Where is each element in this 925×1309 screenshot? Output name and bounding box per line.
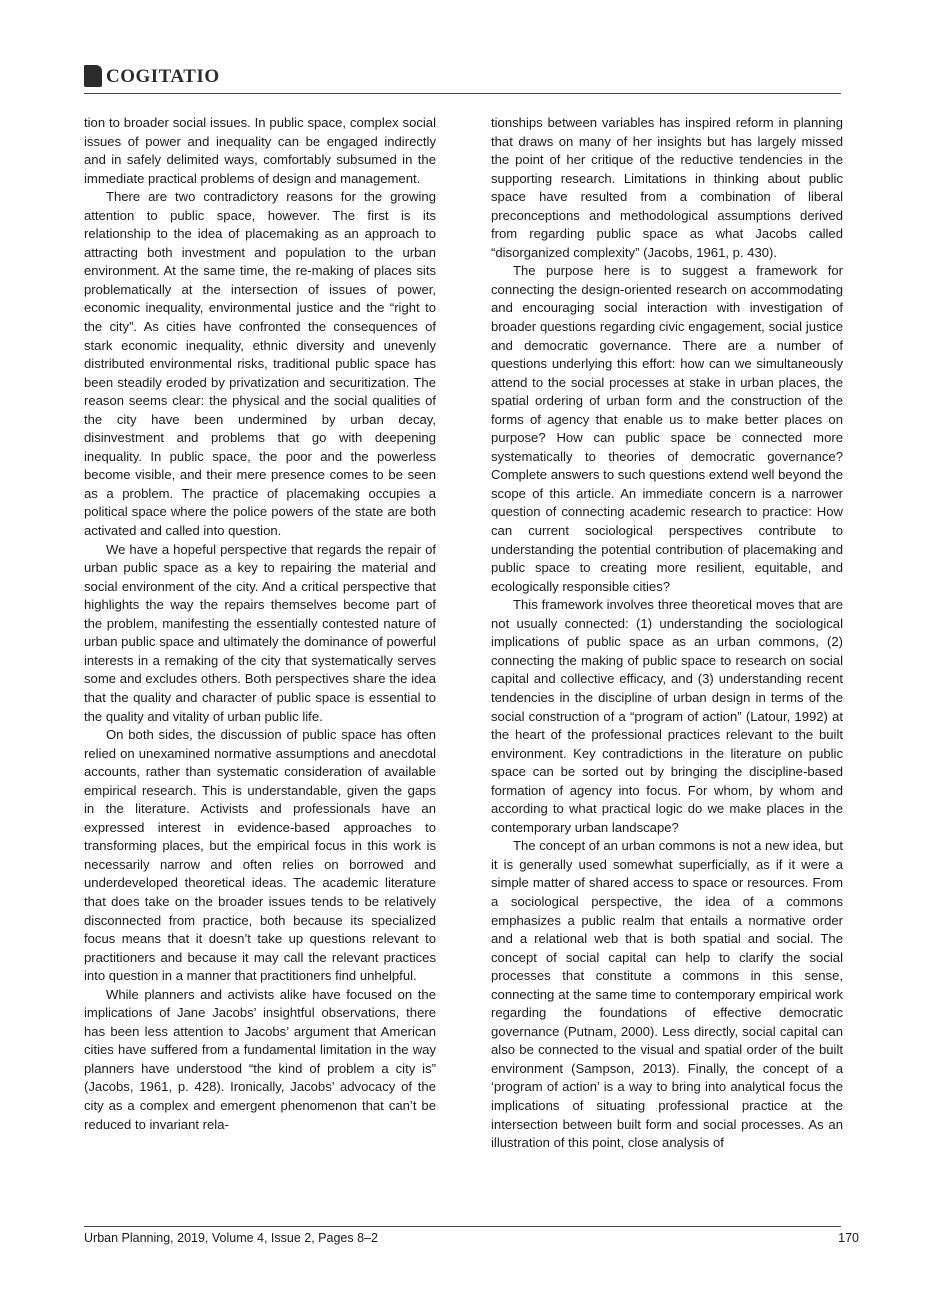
paragraph: There are two contradictory reasons for the growing attention to public space, however. The first is its relationship to the idea of placemaking as an approach to attracting both investment and population to the urban environment. At the same time, the re-making of places sits problematically at the intersection of issues of power, economic inequality, environmental justice and the “right to the city”. As cities have confronted the consequences of stark economic inequality, ethnic diversity and unevenly distributed environmental risks, traditional public space has been steadily eroded by privatization and securitization. The reason seems clear: the physical and the social qualities of the city have been undermined by urban decay, disinvestment and problems that go with deepening inequality. In public space, the poor and the powerless become visible, and their mere presence comes to be seen as a problem. The practice of placemaking occupies a political space where the police powers of the state are both activated and called into question. bbox=[84, 189, 436, 539]
paragraph: On both sides, the discussion of public space has often relied on unexamined normative assumptions and anecdotal accounts, rather than systematic consideration of available empirical research. This is understandable, given the gaps in the literature. Activists and professionals have an expressed interest in evidence-based approaches to transforming places, but the empirical focus in this work is necessarily narrow and often relies on borrowed and underdeveloped theoretical ideas. The academic literature that does take on the broader issues tends to be relatively disconnected from practice, both because its specialized focus means that it doesn’t take up questions relevant to practitioners and because it may call the relevant practices into question in a manner that practitioners find unhelpful. bbox=[84, 727, 436, 984]
footer-citation: Urban Planning, 2019, Volume 4, Issue 2, Pages 8–2 bbox=[84, 1231, 378, 1245]
paragraph: While planners and activists alike have focused on the implications of Jane Jacobs’ insightful observations, there has been less attention to Jacobs’ argument that American cities have suffered from a fundamental limitation in the way planners have understood “the kind of problem a city is” (Jacobs, 1961, p. 428). Ironically, Jacobs’ advocacy of the city as a complex and emergent phenomenon that can’t be reduced to invariant rela- bbox=[84, 986, 436, 1132]
page-number: 170 bbox=[838, 1231, 859, 1245]
paragraph: We have a hopeful perspective that regards the repair of urban public space as a key to repairing the material and social environment of the city. And a critical perspective that highlights the way the repairs themselves become part of the problem, manifesting the essentially contested nature of urban public space and ultimately the dominance of powerful interests in a remaking of the city that systematically serves some and excludes others. Both perspectives share the idea that the quality and character of public space is essential to the quality and vitality of urban public life. bbox=[84, 541, 436, 724]
header-divider bbox=[84, 93, 841, 94]
journal-logo: COGITATIO bbox=[106, 66, 220, 87]
footer-divider bbox=[84, 1226, 841, 1227]
paragraph: The concept of an urban commons is not a new idea, but it is generally used somewhat superficially, as if it were a simple matter of shared access to space or resources. From a sociological perspective, the idea of a commons emphasizes a public realm that entails a normative order and a relational web that is both spatial and social. The concept of social capital can help to clarify the social processes that constitute a commons in this sense, connecting at the same time to contemporary empirical work regarding the foundations of effective democratic governance (Putnam, 2000). Less directly, social capital can also be connected to the visual and spatial order of the built environment (Sampson, 2013). Finally, the concept of a ‘program of action’ is a way to bring into analytical focus the implications of situating professional practice at the intersection between built form and social processes. As an illustration of this point, close analysis of bbox=[491, 838, 843, 1151]
right-column bbox=[491, 114, 843, 1153]
journal-header bbox=[84, 62, 220, 92]
paragraph: tion to broader social issues. In public space, complex social issues of power and inequality can be engaged indirectly and in safely delimited ways, comfortably subsumed in the immediate practical problems of design and management. bbox=[84, 115, 436, 186]
paragraph: tionships between variables has inspired reform in planning that draws on many of her insights but has largely missed the point of her critique of the reductive tendencies in the supporting research. Limitations in thinking about public space have resulted from a combination of liberal preconceptions and methodological assumptions derived from regarding public space as what Jacobs called “disorganized complexity” (Jacobs, 1961, p. 430). bbox=[491, 115, 843, 260]
left-column bbox=[84, 114, 436, 1134]
paragraph: This framework involves three theoretical moves that are not usually connected: (1) understanding the sociological implications of public space as an urban commons, (2) connecting the making of public space to research on social capital and collective efficacy, and (3) understanding recent tendencies in the discipline of urban design in terms of the social construction of a “program of action” (Latour, 1992) at the heart of the professional practices relevant to the built environment. Key contradictions in the literature on public space can be sorted out by bringing the discipline-based formation of agency into focus. For whom, by whom and according to what practical logic do we make places in the contemporary urban landscape? bbox=[491, 597, 843, 835]
paragraph: The purpose here is to suggest a framework for connecting the design-oriented research on accommodating and encouraging social interaction with investigation of broader questions regarding civic engagement, social justice and democratic governance. There are a number of questions underlying this effort: how can we simultaneously attend to the social processes at stake in urban places, the spatial ordering of urban form and the construction of the forms of agency that enable us to make better places on purpose? How can public space be connected more systematically to theories of democratic governance? Complete answers to such questions extend well beyond the scope of this article. An immediate concern is a narrower question of connecting academic research to practice: How can current sociological perspectives contribute to understanding the potential contribution of placemaking and public space to creating more resilient, equitable, and ecologically responsible cities? bbox=[491, 263, 843, 594]
cogitatio-logo-icon bbox=[84, 65, 102, 87]
